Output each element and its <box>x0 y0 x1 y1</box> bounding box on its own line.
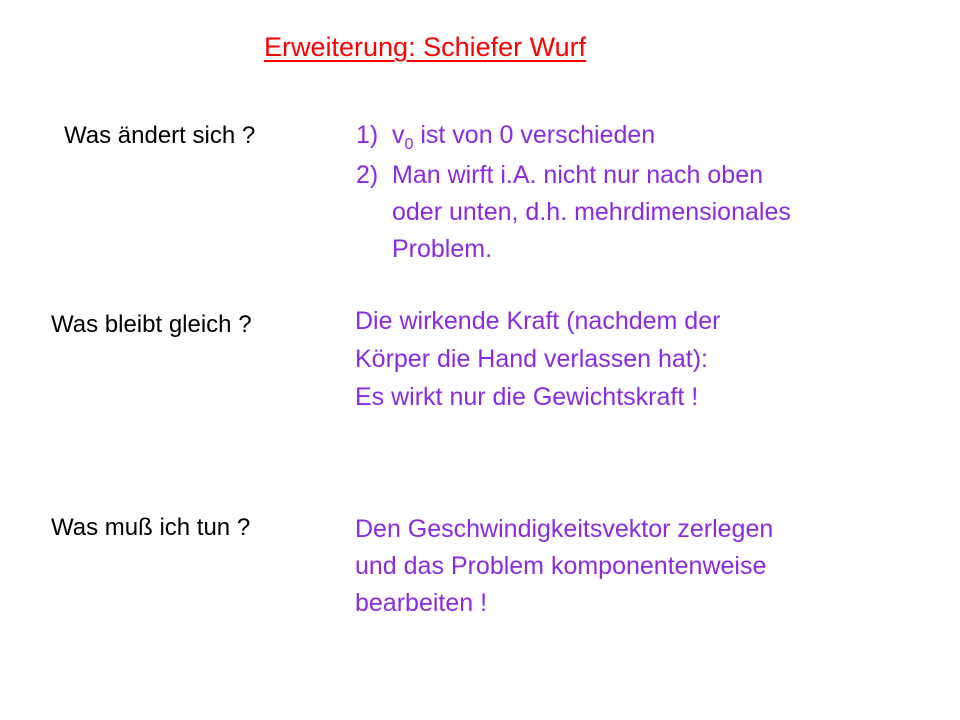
answer-what-to-do <box>355 511 773 622</box>
changes-list-item-2 <box>356 157 791 268</box>
answer-what-stays-line-3: Es wirkt nur die Gewichtskraft ! <box>355 383 699 411</box>
velocity-subscript: 0 <box>404 136 414 153</box>
list-item-2-text <box>392 157 791 268</box>
changes-list <box>356 117 791 268</box>
changes-list-item-1 <box>356 117 791 157</box>
velocity-symbol: v <box>392 121 405 149</box>
question-what-to-do: Was muß ich tun ? <box>51 514 251 541</box>
list-item-2-line-2: oder unten, d.h. mehrdimensionales <box>392 198 791 226</box>
slide-title: Erweiterung: Schiefer Wurf <box>264 32 587 62</box>
answer-what-to-do-line-2: und das Problem komponentenweise <box>355 552 767 580</box>
list-number-1: 1) <box>356 121 379 149</box>
list-item-2-line-3: Problem. <box>392 235 493 263</box>
answer-what-to-do-line-1: Den Geschwindigkeitsvektor zerlegen <box>355 515 774 543</box>
answer-what-stays-line-2: Körper die Hand verlassen hat): <box>355 345 708 373</box>
question-what-stays: Was bleibt gleich ? <box>51 311 252 338</box>
list-item-2-line-1: Man wirft i.A. nicht nur nach oben <box>392 161 764 189</box>
answer-what-stays-line-1: Die wirkende Kraft (nachdem der <box>355 307 721 335</box>
velocity-statement: ist von 0 verschieden <box>413 121 656 149</box>
list-number-2: 2) <box>356 161 379 189</box>
answer-what-stays <box>355 302 720 416</box>
list-item-1-text <box>392 117 655 157</box>
question-what-changes: Was ändert sich ? <box>64 122 256 149</box>
answer-what-to-do-line-3: bearbeiten ! <box>355 589 488 617</box>
